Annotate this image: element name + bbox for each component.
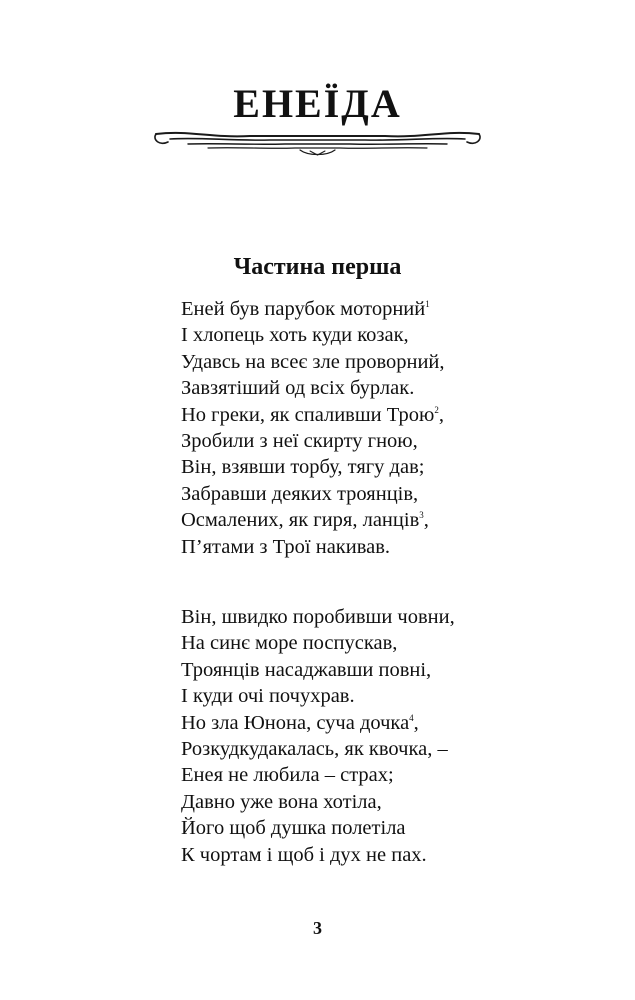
verse-line [181, 657, 455, 683]
footnote-marker: 1 [425, 299, 430, 310]
stanza [181, 296, 445, 560]
verse-line [181, 762, 455, 788]
verse-text: Удавсь на всеє зле проворний, [181, 350, 445, 373]
section-title: Частина перша [233, 254, 402, 280]
verse-text: Він, взявши торбу, тягу дав; [181, 456, 425, 479]
verse-punctuation: , [423, 509, 429, 532]
verse-text: П’ятами з Трої накивав. [181, 535, 391, 558]
verse-line [181, 842, 455, 868]
verse-text: Но греки, як спаливши Трою [181, 403, 435, 426]
verse-text: Зробили з неї скирту гною, [181, 429, 418, 452]
verse-punctuation: , [438, 403, 444, 426]
verse-line [181, 349, 445, 375]
verse-line [181, 815, 455, 841]
verse-line [181, 428, 445, 454]
verse-line [181, 683, 455, 709]
verse-text: Його щоб душка полетіла [181, 817, 406, 840]
verse-text: Розкудкудакалась, як квочка, – [181, 737, 448, 760]
footnote-marker: 2 [434, 404, 439, 415]
verse-text: Завзятіший од всіх бурлак. [181, 377, 415, 400]
verse-text: К чортам і щоб і дух не пах. [181, 843, 427, 866]
verse-line [181, 481, 445, 507]
ornament-divider-icon [150, 126, 485, 158]
verse-line [181, 402, 445, 428]
verse-text: Троянців насаджавши повні, [181, 658, 432, 681]
footnote-marker: 3 [419, 510, 424, 521]
verse-text: Но зла Юнона, суча дочка [181, 711, 410, 734]
verse-text: І хлопець хоть куди козак, [181, 324, 409, 347]
verse-text: Еней був парубок моторний [181, 298, 426, 320]
verse-punctuation: , [413, 711, 419, 734]
page-number: 3 [313, 918, 322, 938]
verse-line [181, 454, 445, 480]
verse-text: На синє море поспускав, [181, 632, 398, 655]
verse-line [181, 710, 455, 736]
verse-line [181, 507, 445, 533]
verse-text: Давно уже вона хотіла, [181, 790, 382, 813]
verse-line [181, 322, 445, 348]
book-title: ЕНЕЇДА [233, 81, 402, 126]
verse-text: Осмалених, як гиря, ланців [181, 509, 420, 532]
verse-line [181, 604, 455, 630]
verse-line [181, 296, 445, 322]
verse-line [181, 375, 445, 401]
stanza [181, 604, 455, 868]
verse-line [181, 789, 455, 815]
verse-line [181, 736, 455, 762]
verse-line [181, 534, 445, 560]
verse-text: Енея не любила – страх; [181, 764, 394, 787]
verse-text: Забравши деяких троянців, [181, 482, 419, 505]
footnote-marker: 4 [409, 712, 414, 723]
verse-text: Він, швидко поробивши човни, [181, 606, 455, 628]
verse-text: І куди очі почухрав. [181, 685, 355, 708]
verse-line [181, 630, 455, 656]
